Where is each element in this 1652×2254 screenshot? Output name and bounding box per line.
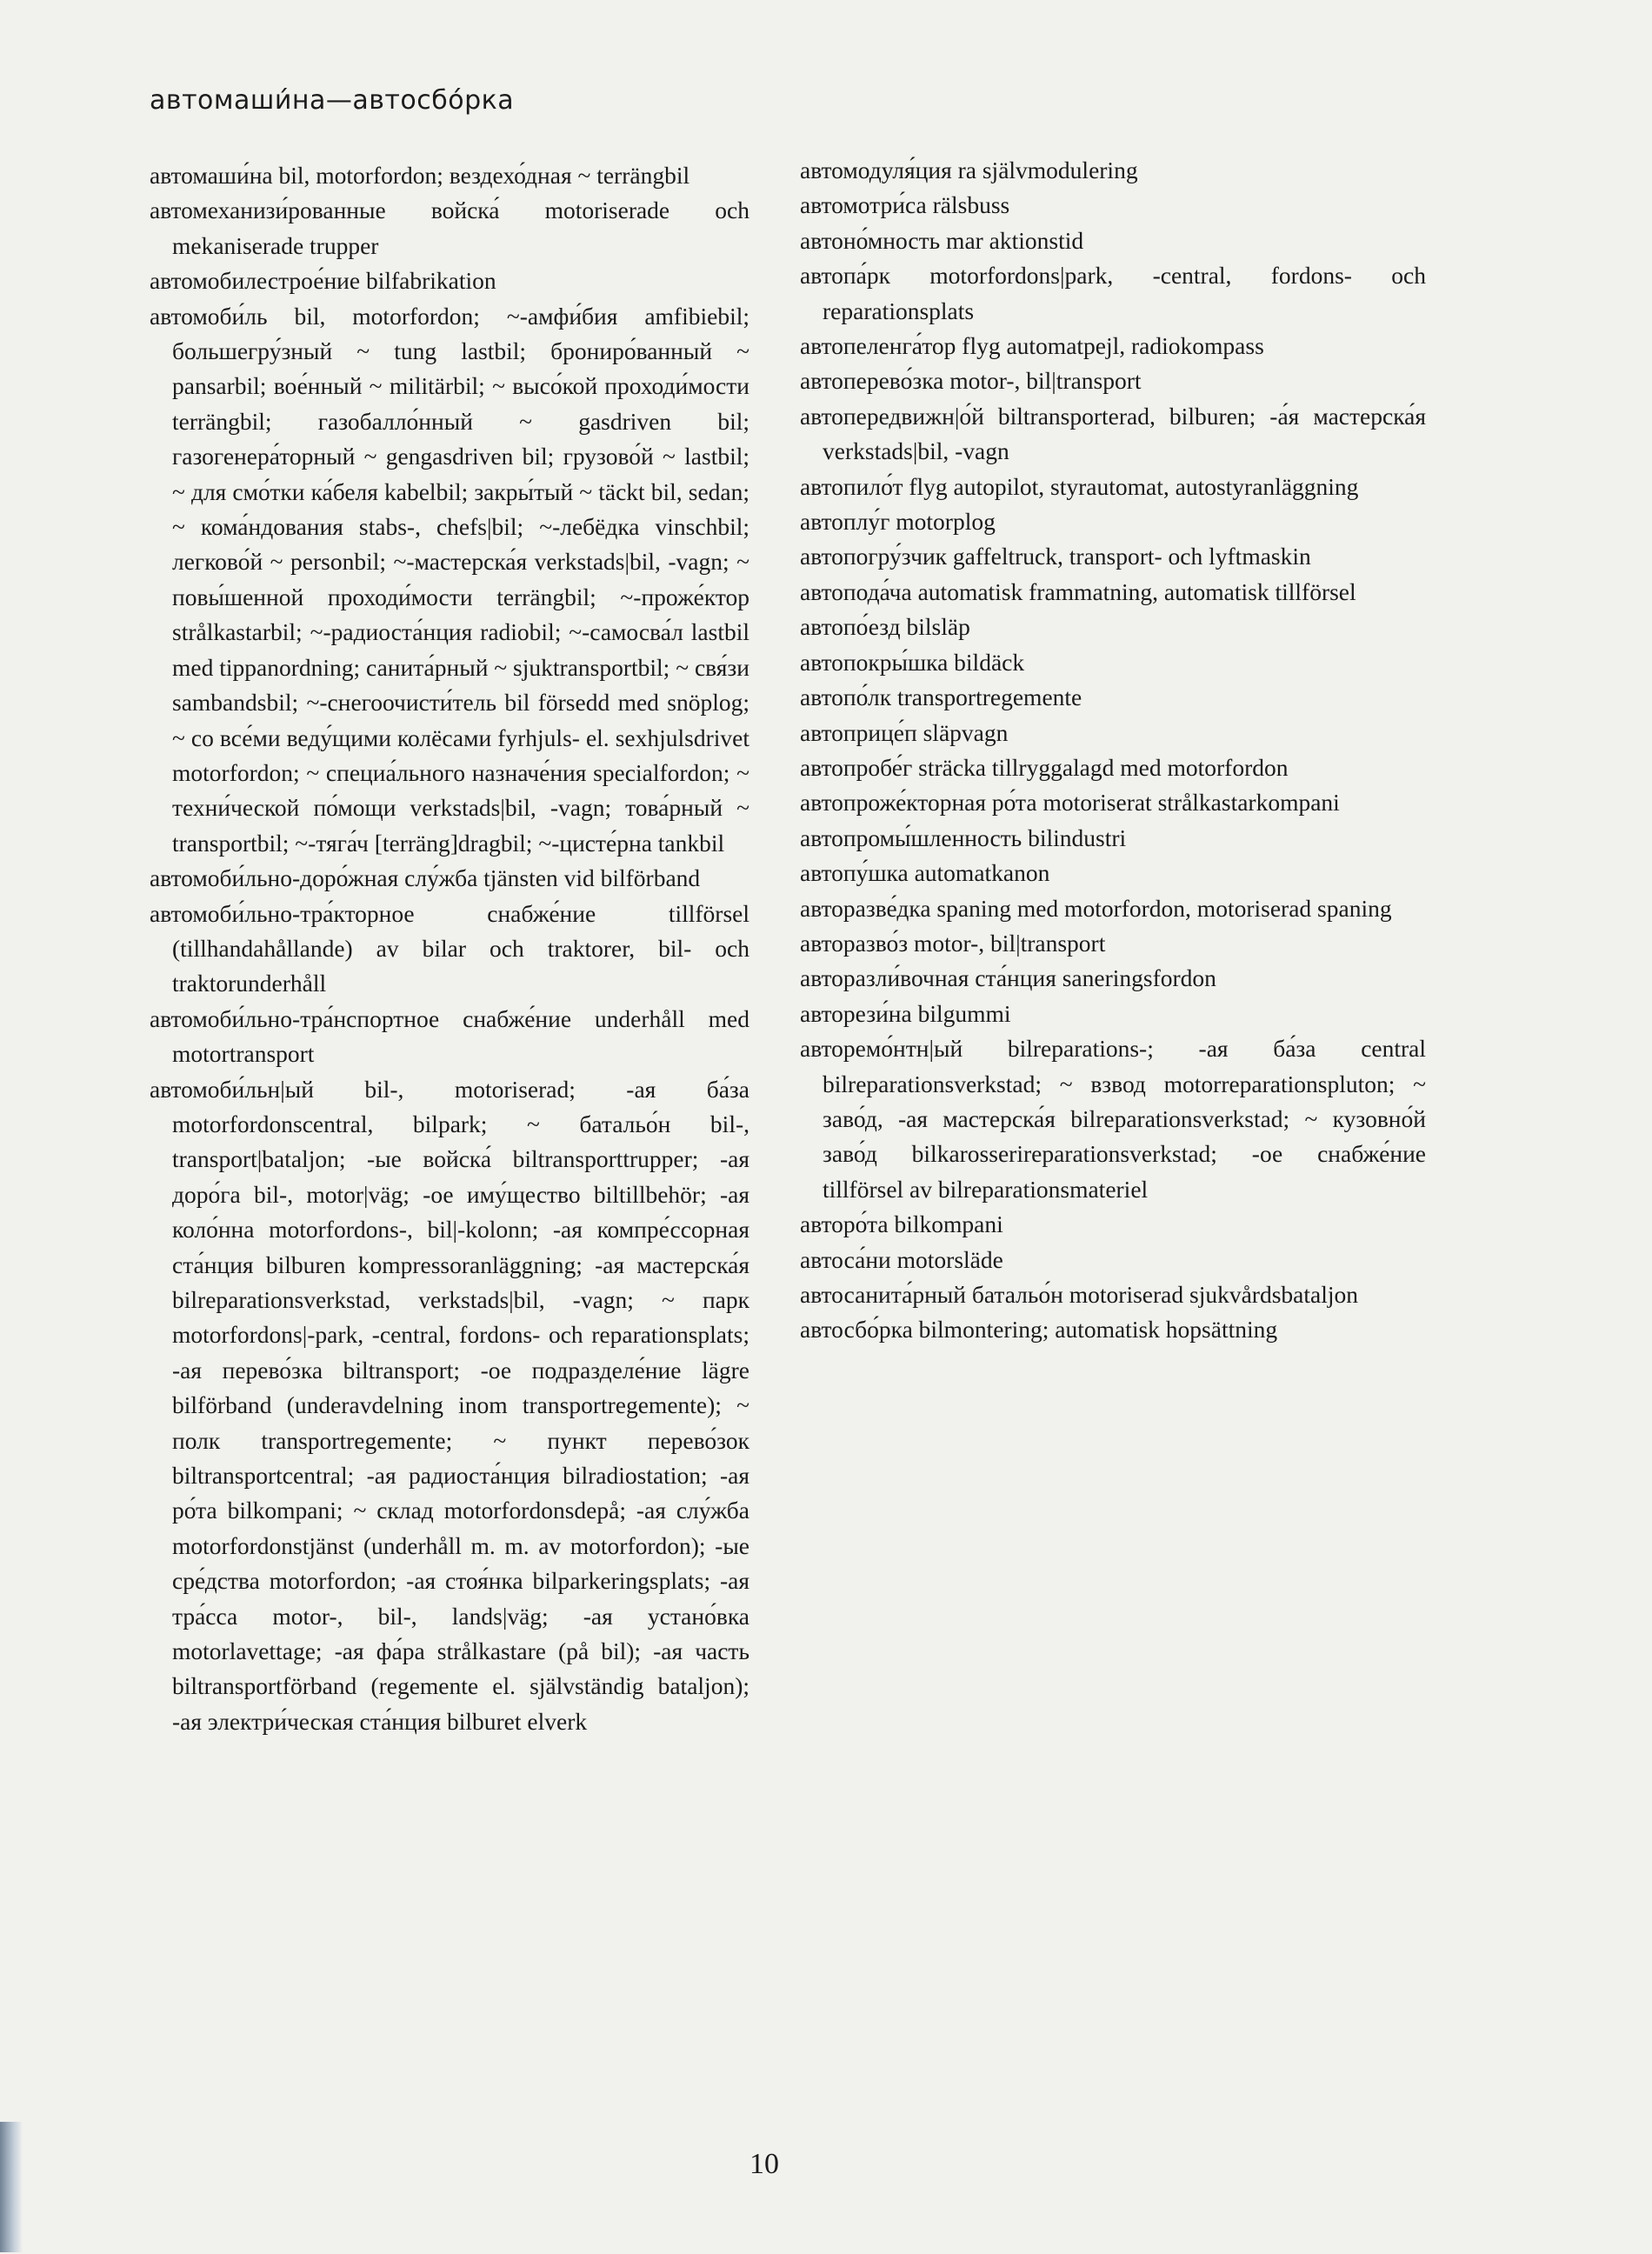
dictionary-entry: авторемо́нтн|ый bilreparations-; -ая ба́за central bilreparationsverkstad; ~ взвод motorreparationspluton; ~ заво́д, -ая мастерска́я bilreparationsverkstad; ~ кузовно́й заво́д bilkarosserireparationsverkstad; -ое снабже́ние tillförsel av bilreparationsmateriel — [800, 1035, 1426, 1203]
dictionary-entry: автопеленга́тор flyg automatpejl, radiokompass — [800, 332, 1264, 360]
dictionary-entry: автомотри́са rälsbuss — [800, 191, 1010, 219]
dictionary-entry: автоно́мность mar aktionstid — [800, 226, 1084, 254]
right-column — [800, 153, 1426, 1348]
page-number: 10 — [749, 2148, 779, 2180]
dictionary-entry: авторазво́з motor-, bil|transport — [800, 929, 1106, 957]
dictionary-entry: автопо́езд bilsläp — [800, 613, 970, 641]
dictionary-entry: автомоби́ль bil, motorfordon; ~-амфи́бия amfibiebil; большегру́зный ~ tung lastbil; брониро́ванный ~ pansarbil; вое́нный ~ militärbil; ~ высо́кой проходи́мости terrängbil; газобалло́нный ~ gasdriven bil; газогенера́торный ~ gengasdriven bil; грузово́й ~ lastbil; ~ для смо́тки ка́беля kabelbil; закры́тый ~ täckt bil, sedan; ~ кома́ндования stabs-, chefs|bil; ~-лебёдка vinschbil; легково́й ~ personbil; ~-мастерска́я verkstads|bil, -vagn; ~ повы́шенной проходи́мости terrängbil; ~-проже́ктор strålkastarbil; ~-радиоста́нция radiobil; ~-самосва́л lastbil med tippanordning; санита́рный ~ sjuktransportbil; ~ свя́зи sambandsbil; ~-снегоочисти́тель bil försedd med snöplog; ~ со все́ми веду́щими колёсами fyrhjuls- el. sexhjulsdrivet motorfordon; ~ специа́льного назначе́ния specialfordon; ~ техни́ческой по́мощи verkstads|bil, -vagn; това́рный ~ transportbil; ~-тяга́ч [terräng]dragbil; ~-цисте́рна tankbil — [150, 302, 750, 857]
dictionary-entry: автомоби́льно-тра́нспортное снабже́ние underhåll med motortransport — [150, 1004, 749, 1068]
dictionary-entry: автопило́т flyg autopilot, styrautomat, autostyranläggning — [800, 472, 1359, 500]
dictionary-entry: автопо́лк transportregemente — [800, 684, 1082, 711]
binding-edge-mark — [0, 2122, 23, 2252]
running-head: автомаши́на—автосбо́рка — [150, 85, 515, 116]
dictionary-entry: автопробе́г sträcka tillryggalagd med motorfordon — [800, 753, 1289, 781]
dictionary-entry: автосанита́рный батальо́н motoriserad sjukvårdsbataljon — [800, 1281, 1358, 1308]
dictionary-entry: автопода́ча automatisk frammatning, automatisk tillförsel — [800, 577, 1356, 605]
dictionary-entry: автомаши́на bil, motorfordon; вездехо́дная ~ terrängbil — [150, 162, 690, 189]
dictionary-entry: автопроже́кторная ро́та motoriserat strålkastarkompani — [800, 789, 1340, 817]
dictionary-entry: авторазли́вочная ста́нция saneringsfordon — [800, 964, 1216, 992]
dictionary-entry: автомоби́льно-тра́кторное снабже́ние tillförsel (tillhandahållande) av bilar och traktorer, bil- och traktorunderhåll — [150, 899, 749, 997]
dictionary-entry: автомодуля́ция ra självmodulering — [800, 157, 1138, 183]
dictionary-entry: автомобилестрое́ние bilfabrikation — [150, 267, 496, 295]
left-column — [150, 158, 749, 1739]
dictionary-entry: автопа́рк motorfordons|park, -central, fordons- och reparationsplats — [800, 262, 1426, 324]
dictionary-entry: автомоби́льно-доро́жная слу́жба tjänsten vid bilförband — [150, 864, 701, 892]
dictionary-entry: автоперево́зка motor-, bil|transport — [800, 367, 1142, 395]
dictionary-entry: автопокры́шка bildäck — [800, 648, 1025, 676]
dictionary-entry: автоприце́п släpvagn — [800, 718, 1009, 746]
dictionary-entry: автопередвижн|о́й biltransporterad, bilburen; -а́я мастерска́я verkstads|bil, -vagn — [800, 402, 1426, 465]
dictionary-entry: автоса́ни motorsläde — [800, 1245, 1003, 1273]
dictionary-entry: автопу́шка automatkanon — [800, 859, 1050, 887]
dictionary-entry: авторазве́дка spaning med motorfordon, motoriserad spaning — [800, 894, 1392, 922]
dictionary-entry: автопогру́зчик gaffeltruck, transport- och lyftmaskin — [800, 543, 1311, 570]
dictionary-entry: автосбо́рка bilmontering; automatisk hopsättning — [800, 1316, 1278, 1344]
dictionary-entry: авторо́та bilkompani — [800, 1210, 1003, 1238]
dictionary-entry: автомоби́льн|ый bil-, motoriserad; -ая ба́за motorfordonscentral, bilpark; ~ батальо́н bil-, transport|bataljon; -ые войска́ biltransporttrupper; -ая доро́га bil-, motor|väg; -ое иму́щество biltillbehör; -ая коло́нна motorfordons-, bil|-kolonn; -ая компре́ссорная ста́нция bilburen kompressoranläggning; -ая мастерска́я bilreparationsverkstad, verkstads|bil, -vagn; ~ парк motorfordons|-park, -central, fordons- och reparationsplats; -ая перево́зка biltransport; -ое подразделе́ние lägre bilförband (underavdelning inom transportregemente); ~ полк transportregemente; ~ пункт перево́зок biltransportcentral; -ая радиоста́нция bilradiostation; -ая ро́та bilkompani; ~ склад motorfordonsdepå; -ая слу́жба motorfordonstjänst (underhåll m. m. av motorfordon); -ые сре́дства motorfordon; -ая стоя́нка bilparkeringsplats; -ая тра́сса motor-, bil-, lands|väg; -ая устано́вка motorlavettage; -ая фа́ра strålkastare (på bil); -ая часть biltransportförband (regemente el. självständig bataljon); -ая электри́ческая ста́нция bilburet elverk — [150, 1075, 749, 1735]
dictionary-entry: авторези́на bilgummi — [800, 999, 1011, 1027]
dictionary-entry: автоплу́г motorplog — [800, 508, 996, 536]
dictionary-entry: автомеханизи́рованные войска́ motoriserade och mekaniserade trupper — [150, 197, 749, 259]
dictionary-entry: автопромы́шленность bilindustri — [800, 824, 1127, 851]
